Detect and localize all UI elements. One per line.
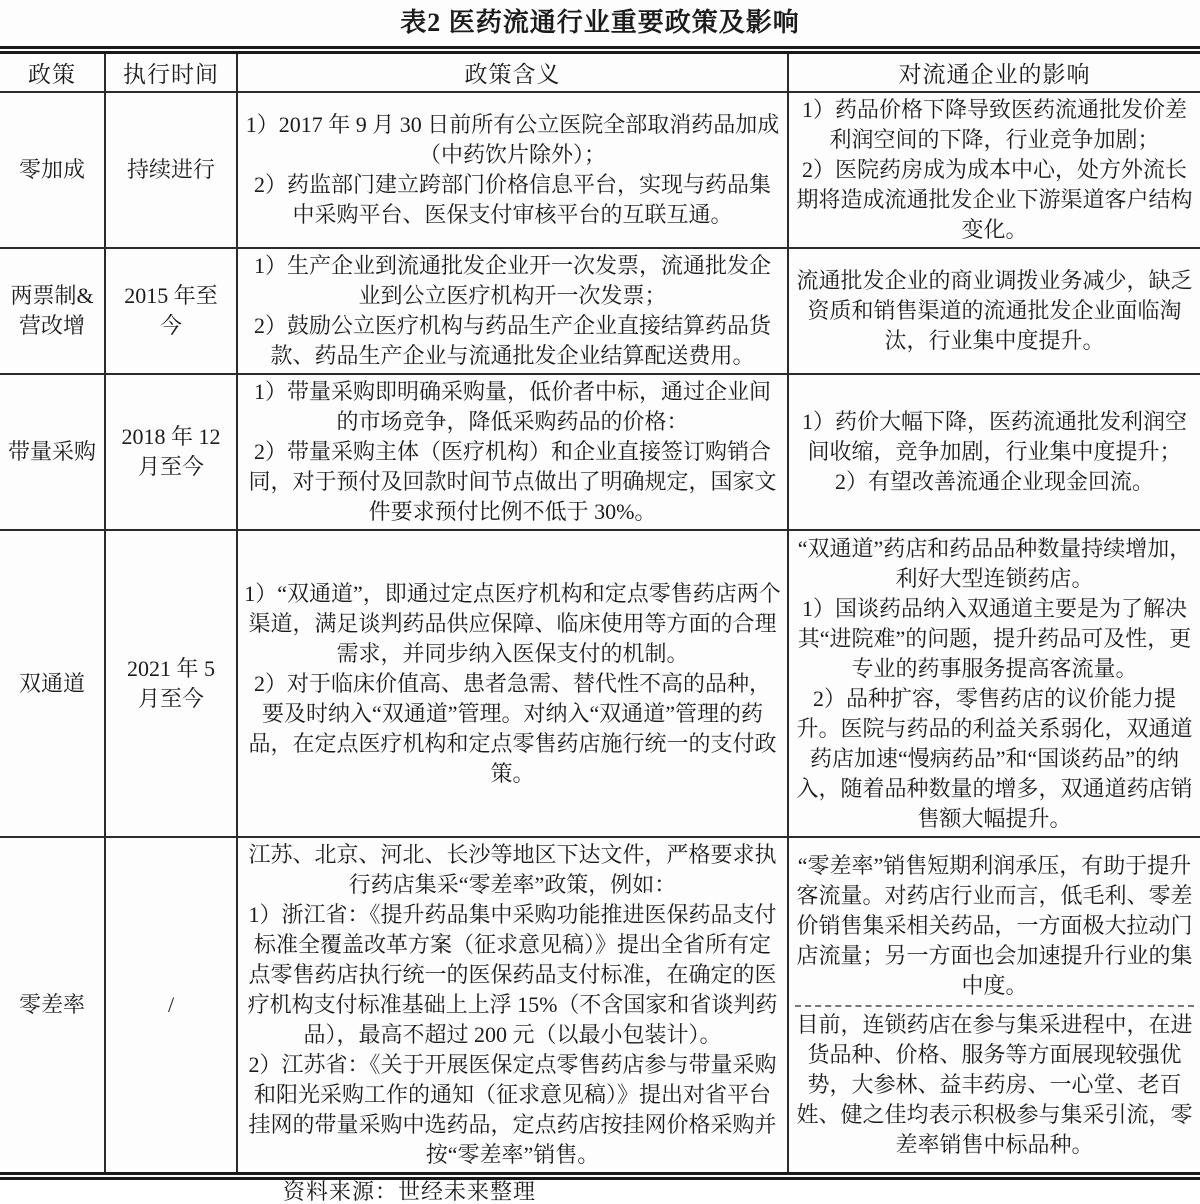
- policy-impact: [788, 374, 1200, 530]
- impact-item: 1）药价大幅下降，医药流通批发利润空间收缩，竞争加剧，行业集中度提升；: [801, 409, 1187, 464]
- table-row: [0, 530, 1200, 837]
- policy-table: [0, 46, 1200, 1180]
- policy-meaning: [237, 92, 788, 248]
- impact-item: 1）药品价格下降导致医药流通批发价差利润空间的下降，行业竞争加剧；: [801, 97, 1187, 152]
- meaning-item: 江苏、北京、河北、长沙等地区下达文件，严格要求执行药店集采“零差率”政策，例如：: [248, 842, 777, 897]
- table-row: [0, 837, 1200, 1176]
- meaning-item: 2）江苏省：《关于开展医保定点零售药店参与带量采购和阳光采购工作的通知（征求意见稿）》提出对省平台挂网的带量采购中选药品，定点药店按挂网价格采购并按“零差率”销售。: [248, 1052, 777, 1167]
- impact-item: “零差率”销售短期利润承压，有助于提升客流量。对药店行业而言，低毛利、零差价销售集采相关药品，一方面极大拉动门店流量；另一方面也会加速提升行业的集中度。: [796, 852, 1193, 998]
- impact-item: 流通批发企业的商业调拨业务减少，缺乏资质和销售渠道的流通批发企业面临淘汰，行业集中度提升。: [796, 268, 1193, 353]
- policy-time: /: [105, 837, 237, 1176]
- meaning-item: 2）带量采购主体（医疗机构）和企业直接签订购销合同，对于预付及回款时间节点做出了明确规定，国家文件要求预付比例不低于 30%。: [248, 439, 777, 524]
- meaning-item: 1）2017 年 9 月 30 日前所有公立医院全部取消药品加成（中药饮片除外）；: [245, 112, 780, 167]
- meaning-item: 1）带量采购即明确采购量，低价者中标，通过企业间的市场竞争，降低采购药品的价格：: [253, 379, 771, 434]
- impact-item: 2）医院药房成为成本中心，处方外流长期将造成流通批发企业下游渠道客户结构变化。: [796, 157, 1193, 242]
- table-title: 表2 医药流通行业重要政策及影响: [400, 8, 800, 37]
- policy-name: 零加成: [0, 92, 105, 248]
- impact-item: “双通道”药店和药品品种数量持续增加，利好大型连锁药店。: [797, 535, 1192, 591]
- impact-item: 2）有望改善流通企业现金回流。: [834, 469, 1154, 494]
- table-row: [0, 374, 1200, 530]
- header-meaning: 政策含义: [237, 50, 788, 92]
- impact-item: 目前，连锁药店在参与集采进程中，在进货品种、价格、服务等方面展现较强优势，大参林、益丰药房、一心堂、老百姓、健之佳均表示积极参与集采引流，零差率销售中标品种。: [796, 1011, 1193, 1157]
- policy-meaning: [237, 248, 788, 374]
- policy-impact: [788, 837, 1200, 1176]
- policy-name: 带量采购: [0, 374, 105, 530]
- meaning-item: 1）浙江省：《提升药品集中采购功能推进医保药品支付标准全覆盖改革方案（征求意见稿）》提出全省所有定点零售药店执行统一的医保药品支付标准，在确定的医疗机构支付标准基础上上浮 15%（不含国家和省谈判药品），最高不超过 200 元（以最小包装计）。: [247, 902, 778, 1047]
- policy-meaning: [237, 530, 788, 837]
- meaning-item: 1）“双通道”，即通过定点医疗机构和定点零售药店两个渠道，满足谈判药品供应保障、临床使用等方面的合理需求，并同步纳入医保支付的机制。: [244, 580, 781, 666]
- policy-impact: [788, 248, 1200, 374]
- source-note: 资料来源：世经未来整理: [283, 1179, 537, 1204]
- policy-name: 双通道: [0, 530, 105, 837]
- policy-name: 两票制&营改增: [0, 248, 105, 374]
- policy-meaning: [237, 374, 788, 530]
- dashed-divider: [795, 1005, 1194, 1007]
- policy-time: 持续进行: [105, 92, 237, 248]
- header-row: [0, 50, 1200, 92]
- meaning-item: 2）药监部门建立跨部门价格信息平台，实现与药品集中采购平台、医保支付审核平台的互联互通。: [253, 172, 771, 227]
- header-policy: 政策: [0, 50, 105, 92]
- policy-time: 2021 年 5 月至今: [105, 530, 237, 837]
- impact-item: 2）品种扩容，零售药店的议价能力提升。医院与药品的利益关系弱化，双通道药店加速“慢病药品”和“国谈药品”的纳入，随着品种数量的增多，双通道药店销售额大幅提升。: [796, 685, 1193, 831]
- policy-time: 2015 年至今: [105, 248, 237, 374]
- meaning-item: 2）对于临床价值高、患者急需、替代性不高的品种，要及时纳入“双通道”管理。对纳入“双通道”管理的药品，在定点医疗机构和定点零售药店施行统一的支付政策。: [248, 670, 777, 786]
- policy-impact: [788, 92, 1200, 248]
- header-time: 执行时间: [105, 50, 237, 92]
- policy-time: 2018 年 12 月至今: [105, 374, 237, 530]
- meaning-item: 2）鼓励公立医疗机构与药品生产企业直接结算药品货款、药品生产企业与流通批发企业结算配送费用。: [253, 313, 771, 368]
- table-row: [0, 92, 1200, 248]
- table-row: [0, 248, 1200, 374]
- header-impact: 对流通企业的影响: [788, 50, 1200, 92]
- impact-item: 1）国谈药品纳入双通道主要是为了解决其“进院难”的问题，提升药品可及性，更专业的药事服务提高客流量。: [797, 595, 1192, 681]
- policy-name: 零差率: [18, 992, 85, 1017]
- policy-impact: [788, 530, 1200, 837]
- policy-meaning: [237, 837, 788, 1176]
- meaning-item: 1）生产企业到流通批发企业开一次发票，流通批发企业到公立医疗机构开一次发票；: [253, 253, 771, 308]
